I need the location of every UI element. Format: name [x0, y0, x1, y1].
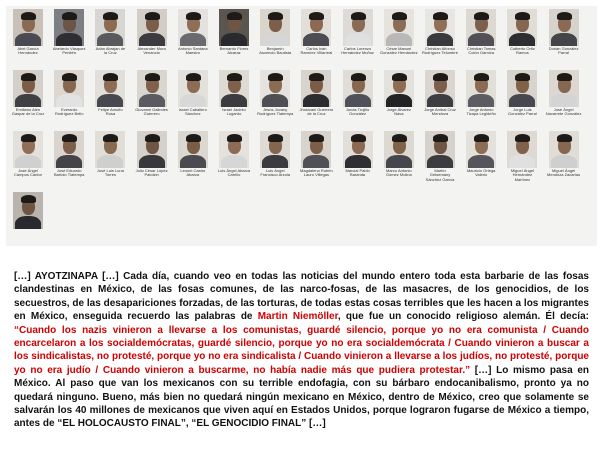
student-name: Jorge Antonio Tizapa Legideño: [466, 107, 496, 117]
student-photo: [466, 9, 496, 46]
portrait-card: [8, 8, 48, 66]
student-photo: [13, 192, 43, 229]
portrait-card: [420, 8, 460, 66]
student-name: Benjamín Ascencio Bautista: [259, 46, 292, 56]
student-name: Julio César López Patolzin: [135, 168, 168, 178]
student-photo: [137, 70, 167, 107]
portrait-card: [502, 8, 542, 66]
portrait-card: [214, 69, 254, 127]
portrait-grid: [6, 6, 597, 246]
author-name: Martin Niemöller: [257, 311, 338, 323]
portrait-card: [173, 69, 213, 127]
portrait-card: [90, 69, 130, 127]
student-name: Jesús Jovany Rodríguez Tlatempa: [257, 107, 294, 117]
student-photo: [384, 9, 414, 46]
student-photo: [549, 131, 579, 168]
portrait-card: [502, 69, 542, 127]
student-photo: [301, 131, 331, 168]
portrait-card: [214, 130, 254, 188]
student-name: Magdaleno Rubén Lauro Villegas: [300, 168, 333, 178]
portrait-card: [296, 69, 336, 127]
student-photo: [54, 9, 84, 46]
student-photo: [178, 70, 208, 107]
student-photo: [178, 9, 208, 46]
student-name: Adán Abrajan de la Cruz: [95, 46, 126, 56]
student-photo: [54, 131, 84, 168]
portrait-card: [255, 130, 295, 188]
portrait-card: [338, 130, 378, 188]
student-photo: [384, 131, 414, 168]
portrait-card: [502, 130, 542, 188]
student-photo: [260, 131, 290, 168]
article-attribution: , que fue un conocido religioso alemán. Él decía:: [337, 311, 589, 323]
student-photo: [219, 70, 249, 107]
portrait-card: [296, 8, 336, 66]
student-name: Leonel Castro Abarca: [180, 168, 206, 178]
portrait-card: [255, 8, 295, 66]
student-photo: [95, 131, 125, 168]
portrait-card: [544, 130, 584, 188]
student-photo: [219, 131, 249, 168]
portrait-card: [90, 8, 130, 66]
student-photo: [137, 131, 167, 168]
student-name: Jorge Aníbal Cruz Mendoza: [424, 107, 456, 117]
portrait-card: [461, 130, 501, 188]
student-name: Jonás Trujillo González: [345, 107, 370, 117]
student-photo: [13, 9, 43, 46]
student-name: José Ángel Navarrete González: [545, 107, 582, 117]
student-name: César Manuel González Hernández: [380, 46, 418, 56]
student-name: Abelardo Vásquez Penitén: [52, 46, 86, 56]
student-photo: [13, 70, 43, 107]
portrait-card: [379, 130, 419, 188]
student-name: Martín Getsemany Sánchez García: [425, 168, 455, 182]
student-name: José Ángel Campos Cantor: [13, 168, 42, 178]
niemoller-quote: “Cuando los nazis vinieron a llevarse a los comunistas, guardé silencio, porque yo no era comunista / Cuando encarcelaron a los socialdemócratas, guardé silencio, porque yo no era socialdemócrata / Cuando vinieron a buscar a los sindicalistas, no protesté, porque yo no era sindicalista / Cuando vinieron a llevarse a los judíos, no protesté, porque yo no era judío / Cuando vinieron a buscarme, no había nadie más que pudiera protestar.”: [14, 324, 589, 376]
student-photo: [301, 70, 331, 107]
student-photo: [425, 131, 455, 168]
portrait-card: [461, 8, 501, 66]
student-name: Luis Ángel Abarca Carrillo: [217, 168, 251, 178]
student-photo: [425, 9, 455, 46]
portrait-card: [379, 8, 419, 66]
portrait-card: [420, 69, 460, 127]
student-name: Jorge Álvarez Nava: [386, 107, 412, 117]
portrait-card: [173, 8, 213, 66]
student-name: Jorge Luis González Parral: [508, 107, 537, 117]
portrait-card: [8, 130, 48, 188]
portrait-card: [132, 8, 172, 66]
portrait-card: [338, 8, 378, 66]
portrait-card: [8, 191, 48, 249]
student-photo: [95, 70, 125, 107]
student-name: Felipe Arnulfo Rosa: [98, 107, 123, 117]
portrait-card: [49, 130, 89, 188]
article-intro: […] AYOTZINAPA […] Cada día, cuando veo en todas las noticias del mundo entero toda esta barbarie de las fosas clandestinas en México, de las fosas comunes, de las narco-fosas, de las masacres, de los genocidios, de los secuestros, de las desapariciones forzadas, de las torturas, de todas estas cosas terribles que les hacen a los migrantes en México, enseguida recuerdo las palabras de: [14, 271, 589, 323]
student-photo: [549, 70, 579, 107]
student-photo: [219, 9, 249, 46]
portrait-card: [132, 69, 172, 127]
portrait-card: [173, 130, 213, 188]
student-photo: [95, 9, 125, 46]
portrait-card: [49, 69, 89, 127]
portrait-card: [544, 8, 584, 66]
student-name: Luis Ángel Francisco Arzola: [260, 168, 290, 178]
student-photo: [260, 70, 290, 107]
portrait-card: [296, 130, 336, 188]
student-name: Cutberto Ortiz Ramos: [509, 46, 535, 56]
student-photo: [466, 131, 496, 168]
student-name: Dorian González Parral: [548, 46, 579, 56]
student-name: Abel García Hernández: [17, 46, 39, 56]
student-name: Carlos Iván Ramírez Villarreal: [300, 46, 333, 56]
student-name: Giovanni Galindes Guerrero: [135, 107, 168, 117]
portrait-card: [544, 69, 584, 127]
student-photo: [260, 9, 290, 46]
student-photo: [13, 131, 43, 168]
student-name: Alexander Mora Venancio: [137, 46, 166, 56]
student-photo: [54, 70, 84, 107]
student-photo: [343, 70, 373, 107]
student-name: Jhosivani Guerrero de la Cruz: [299, 107, 334, 117]
student-photo: [343, 131, 373, 168]
student-name: Miguel Ángel Hernández Martínez: [510, 168, 534, 182]
portrait-card: [255, 69, 295, 127]
student-name: Carlos Lorenzo Hernández Muñoz: [341, 46, 374, 56]
student-name: Emiliano Alen Gaspar de la Cruz: [11, 107, 45, 117]
portrait-card: [338, 69, 378, 127]
portrait-card: [214, 8, 254, 66]
student-name: Marcial Pablo Baranda: [345, 168, 370, 178]
student-name: Israel Jacinto Lugardo: [222, 107, 246, 117]
student-photo: [137, 9, 167, 46]
student-photo: [507, 70, 537, 107]
student-name: Bernardo Flores Alcaraz: [219, 46, 249, 56]
portrait-card: [90, 130, 130, 188]
portrait-card: [8, 69, 48, 127]
student-name: Miguel Ángel Mendoza Zacarías: [547, 168, 581, 178]
student-photo: [507, 9, 537, 46]
student-name: José Eduardo Bartolo Tlatempa: [53, 168, 85, 178]
student-name: Mauricio Ortega Valerio: [466, 168, 496, 178]
student-photo: [466, 70, 496, 107]
student-name: Israel Caballero Sánchez: [178, 107, 207, 117]
student-name: José Luis Luna Torres: [96, 168, 124, 178]
student-photo: [384, 70, 414, 107]
student-photo: [425, 70, 455, 107]
portrait-card: [132, 130, 172, 188]
article-conclusion: […] Lo mismo pasa en México. Al paso que van los mexicanos con su terrible endofagia, con su bárbaro endocanibalismo, pronto ya no quedará ninguno. Bueno, más bien no quedará ningún mexicano en México, dentro de México, creo que solamente se salvarán los 40 millones de mexicanos que viven aquí en Estados Unidos, porque lograron fugarse de México a tiempo, antes de “EL HOLOCAUSTO FINAL”, “EL GENOCIDIO FINAL” […]: [14, 364, 590, 430]
portrait-card: [379, 69, 419, 127]
article-text: [14, 270, 589, 431]
student-name: Antonio Santana Maestro: [178, 46, 208, 56]
portrait-card: [461, 69, 501, 127]
portrait-card: [49, 8, 89, 66]
student-name: Christian Alfonso Rodríguez Telumbre: [422, 46, 458, 56]
student-name: Marco Antonio Gómez Molina: [385, 168, 412, 178]
student-photo: [507, 131, 537, 168]
student-name: Everardo Rodríguez Bello: [54, 107, 84, 117]
portrait-card: [420, 130, 460, 188]
student-photo: [343, 9, 373, 46]
student-photo: [549, 9, 579, 46]
student-photo: [178, 131, 208, 168]
student-name: Christian Tomas Colón Garnica: [466, 46, 496, 56]
student-photo: [301, 9, 331, 46]
